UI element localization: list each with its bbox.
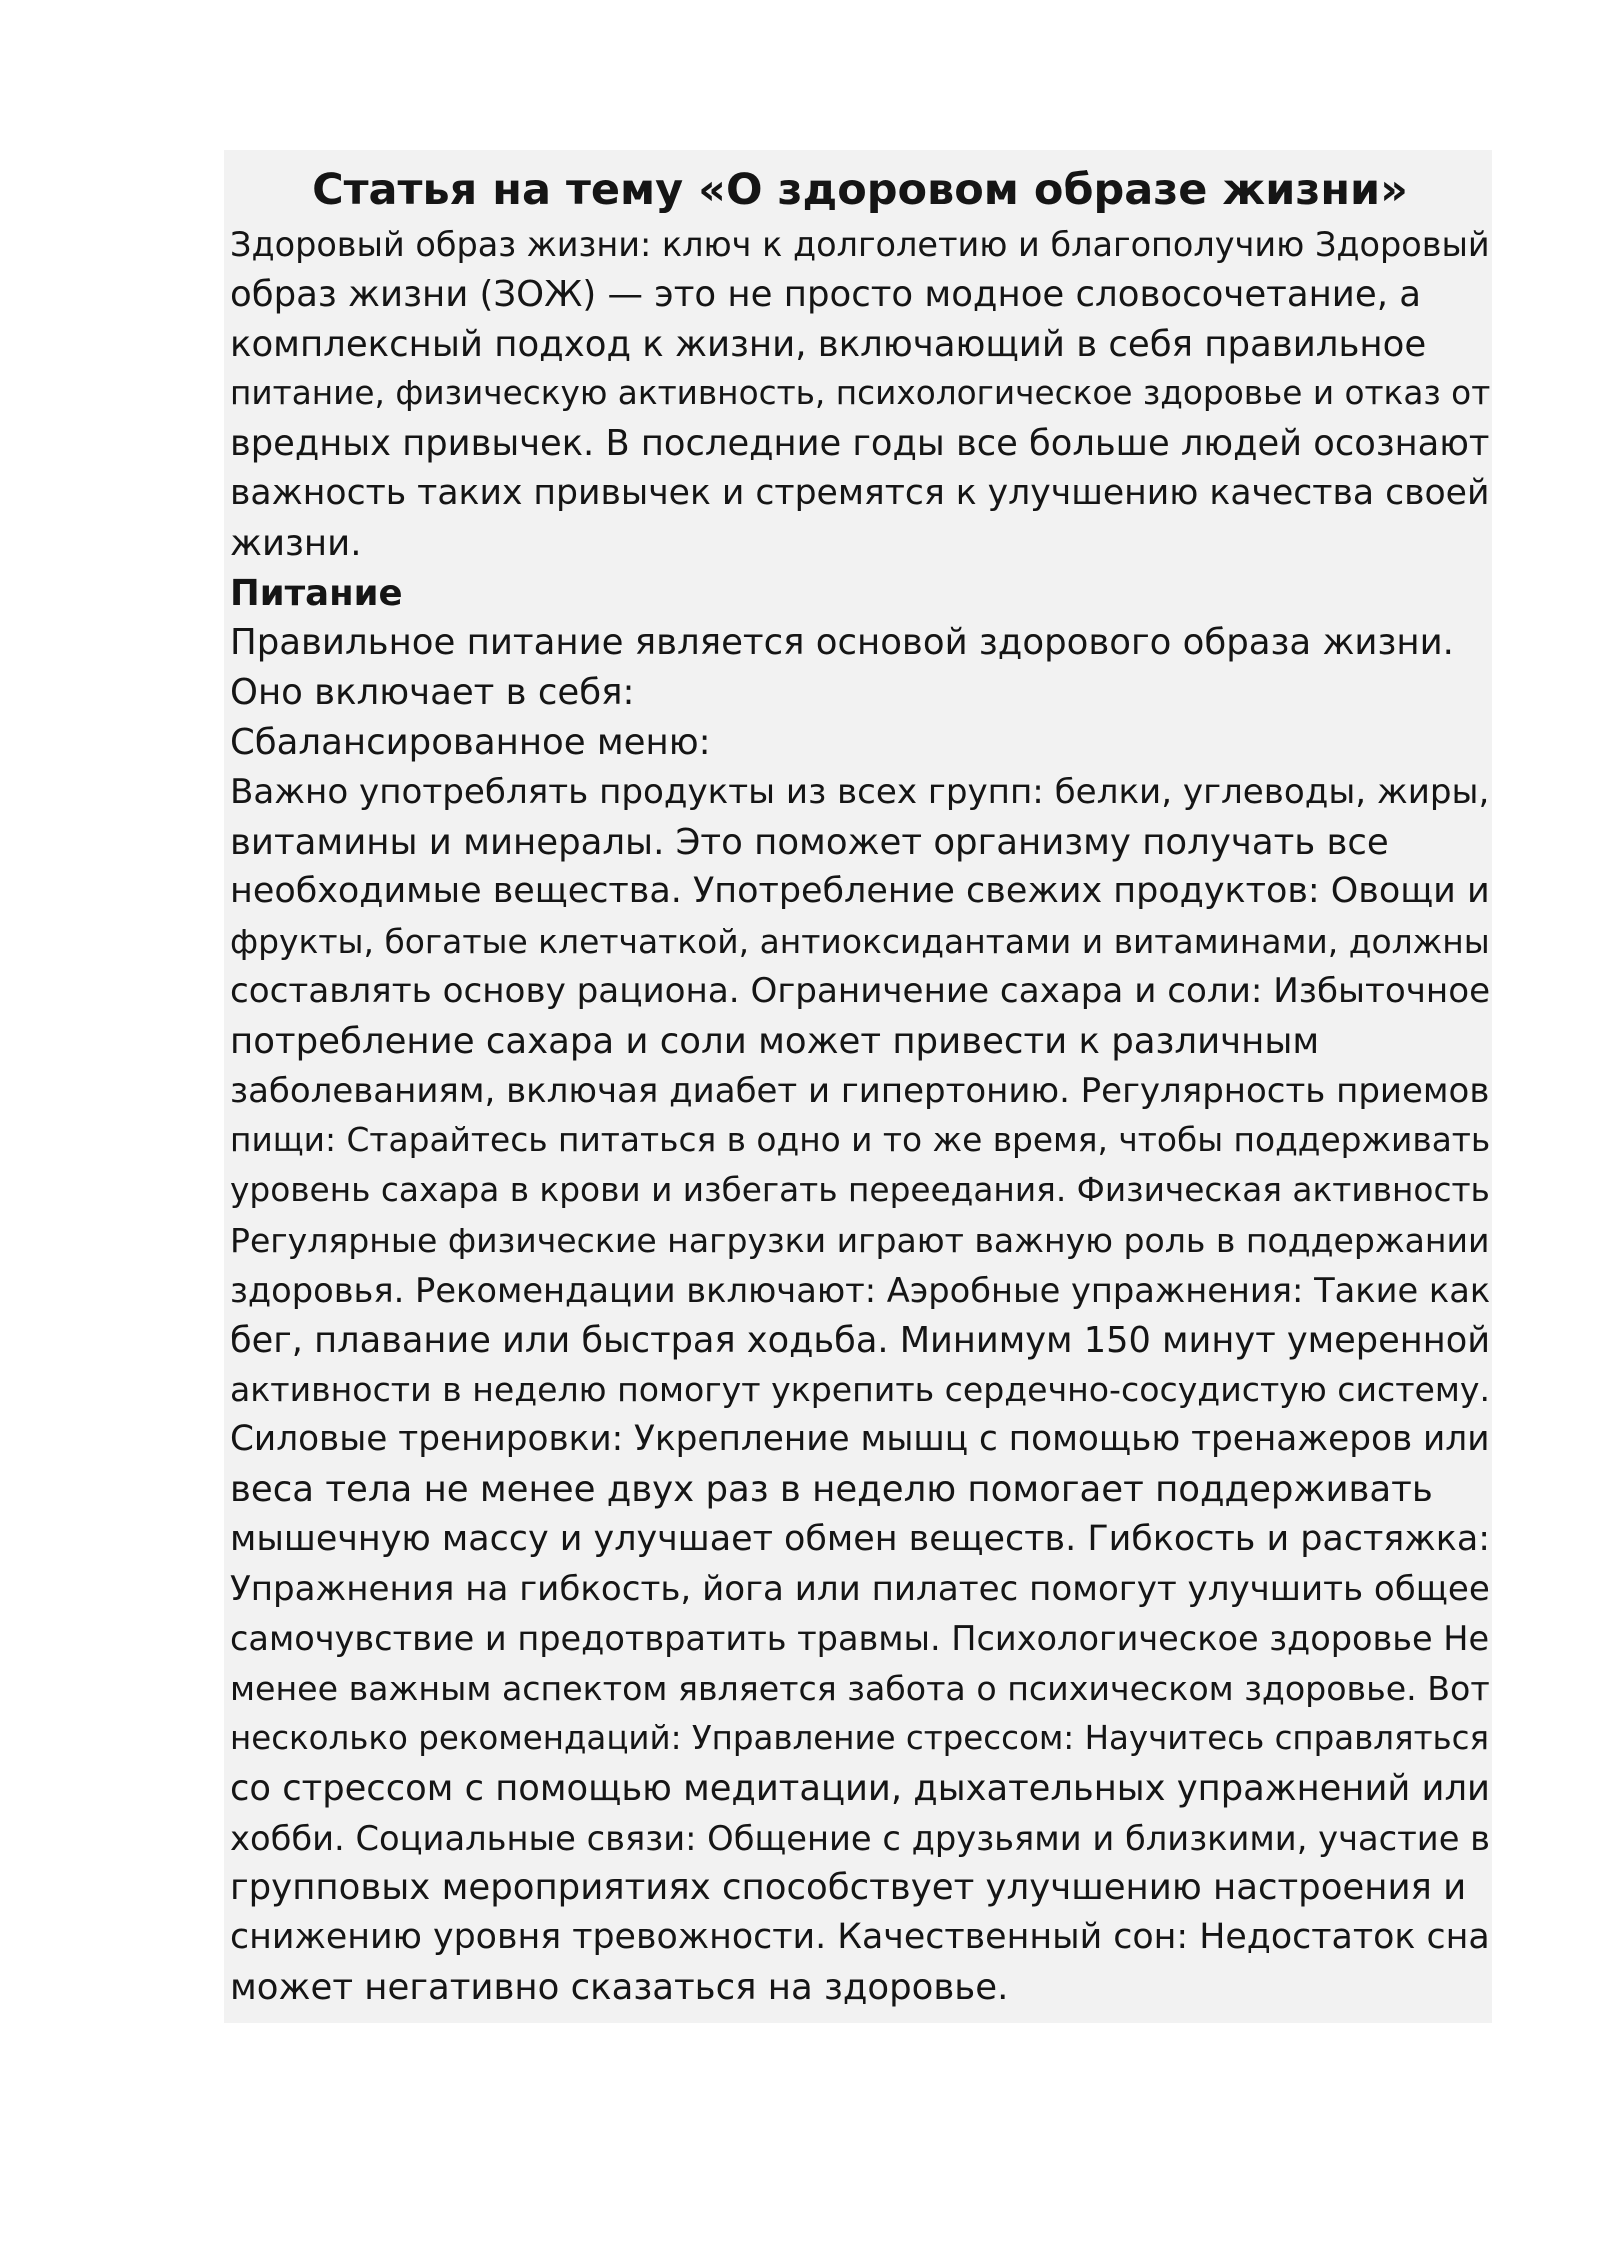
article-title: Статья на тему «О здоровом образе жизни» bbox=[312, 165, 1408, 215]
text-line: необходимые вещества. Употребление свежих продуктов: Овощи и bbox=[230, 871, 1490, 912]
text-line: снижению уровня тревожности. Качественный сон: Недостаток сна bbox=[230, 1917, 1490, 1958]
text-line: потребление сахара и соли может привести к различным bbox=[230, 1020, 1320, 1062]
text-line: Упражнения на гибкость, йога или пилатес помогут улучшить общее bbox=[230, 1568, 1490, 1609]
text-line: составлять основу рациона. Ограничение сахара и соли: Избыточное bbox=[230, 970, 1491, 1011]
text-line: менее важным аспектом является забота о психическом здоровье. Вот bbox=[230, 1669, 1490, 1709]
text-line: бег, плавание или быстрая ходьба. Минимум 150 минут умеренной bbox=[230, 1319, 1491, 1361]
article-block bbox=[224, 150, 1492, 2023]
section-heading: Питание bbox=[230, 572, 403, 614]
text-line: комплексный подход к жизни, включающий в себя правильное bbox=[230, 323, 1427, 365]
text-line: мышечную массу и улучшает обмен веществ. Гибкость и растяжка: bbox=[230, 1518, 1490, 1559]
text-line: Силовые тренировки: Укрепление мышц с помощью тренажеров или bbox=[230, 1419, 1490, 1460]
text-line: заболеваниям, включая диабет и гипертонию. Регулярность приемов bbox=[230, 1070, 1490, 1111]
text-line: активности в неделю помогут укрепить сердечно-сосудистую систему. bbox=[230, 1370, 1491, 1410]
text-line: уровень сахара в крови и избегать переедания. Физическая активность bbox=[230, 1171, 1490, 1210]
text-line: самочувствие и предотвратить травмы. Психологическое здоровье Не bbox=[230, 1619, 1490, 1659]
text-line: Сбалансированное меню: bbox=[230, 721, 711, 763]
text-line: групповых мероприятиях способствует улучшению настроения и bbox=[230, 1867, 1467, 1909]
text-line: жизни. bbox=[230, 522, 362, 564]
text-line: несколько рекомендаций: Управление стрессом: Научитесь справляться bbox=[230, 1718, 1490, 1757]
text-line: пищи: Старайтесь питаться в одно и то же время, чтобы поддерживать bbox=[230, 1121, 1491, 1160]
text-line: здоровья. Рекомендации включают: Аэробные упражнения: Такие как bbox=[230, 1270, 1491, 1310]
text-line: вредных привычек. В последние годы все больше людей осознают bbox=[230, 423, 1490, 465]
text-line: фрукты, богатые клетчаткой, антиоксидантами и витаминами, должны bbox=[230, 922, 1490, 962]
text-line: Регулярные физические нагрузки играют важную роль в поддержании bbox=[230, 1220, 1490, 1260]
text-line: может негативно сказаться на здоровье. bbox=[230, 1966, 1009, 2008]
text-line: питание, физическую активность, психологическое здоровье и отказ от bbox=[230, 374, 1491, 413]
text-line: витамины и минералы. Это поможет организму получать все bbox=[230, 821, 1389, 863]
text-line: образ жизни (ЗОЖ) — это не просто модное словосочетание, а bbox=[230, 273, 1422, 315]
text-line: Правильное питание является основой здорового образа жизни. bbox=[230, 622, 1454, 664]
text-line: Важно употреблять продукты из всех групп: белки, углеводы, жиры, bbox=[230, 771, 1490, 812]
text-line: важность таких привычек и стремятся к улучшению качества своей bbox=[230, 472, 1490, 513]
text-line: хобби. Социальные связи: Общение с друзьями и близкими, участие в bbox=[230, 1818, 1491, 1858]
text-line: Оно включает в себя: bbox=[230, 672, 635, 714]
article-body bbox=[230, 220, 1490, 2013]
text-line: Здоровый образ жизни: ключ к долголетию и благополучию Здоровый bbox=[230, 225, 1490, 264]
text-line: со стрессом с помощью медитации, дыхательных упражнений или bbox=[230, 1767, 1490, 1809]
text-line: веса тела не менее двух раз в неделю помогает поддерживать bbox=[230, 1468, 1433, 1510]
